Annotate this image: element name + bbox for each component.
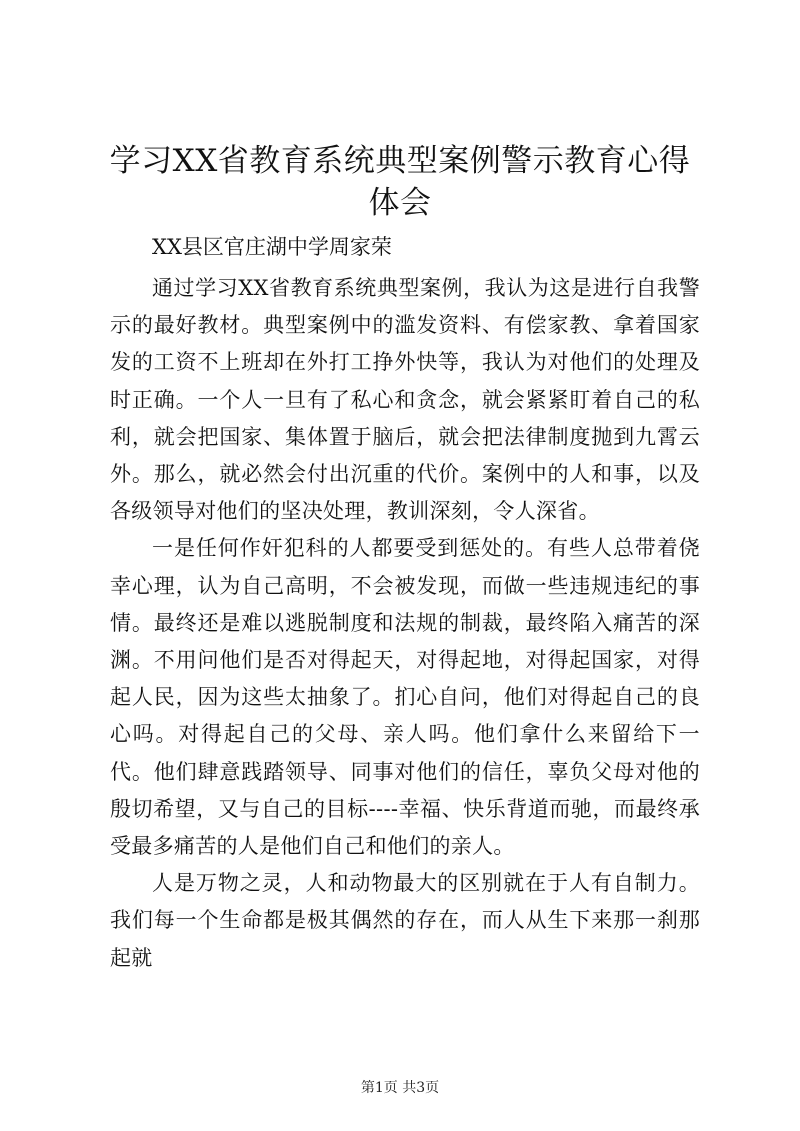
document-title: 学习XX省教育系统典型案例警示教育心得体会: [109, 143, 691, 221]
paragraph-2: 一是任何作奸犯科的人都要受到惩处的。有些人总带着侥幸心理，认为自己高明，不会被发现，而做一些违规违纪的事情。最终还是难以逃脱制度和法规的制裁，最终陷入痛苦的深渊。不用问他们是否对得起天，对得起地，对得起国家，对得起人民，因为这些太抽象了。扪心自问，他们对得起自己的良心吗。对得起自己的父母、亲人吗。他们拿什么来留给下一代。他们肆意践踏领导、同事对他们的信任，辜负父母对他的殷切希望，又与自己的目标----幸福、快乐背道而驰，而最终承受最多痛苦的人是他们自己和他们的亲人。: [110, 536, 700, 859]
paragraph-1: 通过学习XX省教育系统典型案例，我认为这是进行自我警示的最好教材。典型案例中的滥发资料、有偿家教、拿着国家发的工资不上班却在外打工挣外快等，我认为对他们的处理及时正确。一个人一旦有了私心和贪念，就会紧紧盯着自己的私利，就会把国家、集体置于脑后，就会把法律制度抛到九霄云外。那么，就必然会付出沉重的代价。案例中的人和事，以及各级领导对他们的坚决处理，教训深刻，令人深省。: [110, 276, 700, 524]
paragraph-3: 人是万物之灵，人和动物最大的区别就在于人有自制力。我们每一个生命都是极其偶然的存在，而人从生下来那一刹那起就: [110, 871, 700, 970]
page-footer: 第1页 共3页: [360, 1080, 440, 1096]
document-body: [110, 270, 700, 977]
author-line: XX县区官庄湖中学周家荣: [152, 235, 392, 259]
